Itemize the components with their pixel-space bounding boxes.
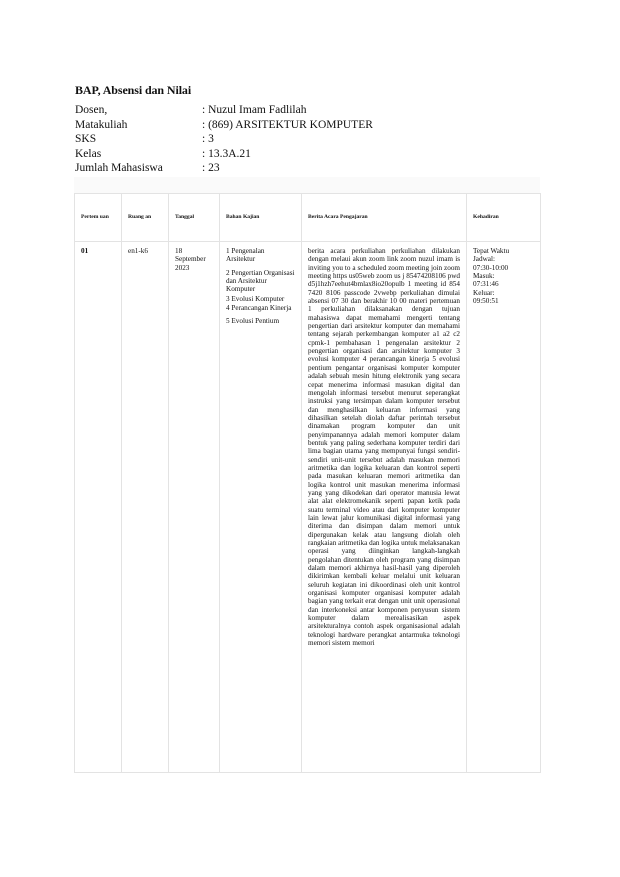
- info-value: : 3: [202, 133, 214, 146]
- kehadiran-status: Tepat Waktu: [473, 247, 510, 255]
- header-tanggal: Tanggal: [169, 194, 220, 242]
- cell-ruangan: en1-k6: [122, 242, 169, 773]
- cell-bahan-kajian: [220, 242, 302, 773]
- info-value: : 13.3A.21: [202, 147, 251, 160]
- kehadiran-masuk-value: 07:31:46: [473, 280, 499, 289]
- header-bahan-kajian: Bahan Kajian: [220, 194, 302, 242]
- topic-item: 4 Perancangan Kinerja: [226, 304, 292, 313]
- topic-item: 2 Pengertian Organisasi dan Arsitektur Komputer: [226, 268, 295, 294]
- info-row-sks: [75, 132, 373, 147]
- header-berita-acara: Berita Acara Pengajaran: [302, 194, 467, 242]
- course-info: [75, 103, 373, 176]
- page-title: BAP, Absensi dan Nilai: [75, 83, 192, 97]
- table-row: [75, 242, 541, 773]
- table-top-shade: [74, 177, 540, 193]
- info-row-matakuliah: [75, 118, 373, 133]
- cell-tanggal: 18 September 2023: [169, 242, 220, 773]
- table-header-row: [75, 194, 541, 242]
- info-value: : 23: [202, 162, 220, 175]
- info-row-kelas: [75, 147, 373, 162]
- info-label: SKS: [75, 133, 97, 146]
- header-ruangan: Ruang an: [122, 194, 169, 242]
- header-kehadiran: Kehadiran: [467, 194, 541, 242]
- info-value: : Nuzul Imam Fadlilah: [202, 104, 307, 116]
- bap-table: [74, 193, 541, 773]
- info-label: Jumlah Mahasiswa: [75, 162, 163, 175]
- cell-pertemuan: 01: [75, 242, 122, 773]
- kehadiran-keluar-value: 09:50:51: [473, 297, 499, 306]
- info-label: Dosen,: [75, 104, 108, 116]
- kehadiran-jadwal-label: Jadwal:: [473, 255, 495, 264]
- info-row-dosen: [75, 103, 373, 118]
- kehadiran-keluar-label: Keluar:: [473, 288, 495, 297]
- info-value: : (869) ARSITEKTUR KOMPUTER: [202, 118, 373, 131]
- topic-item: 5 Evolusi Pentium: [226, 317, 280, 326]
- info-label: Kelas: [75, 147, 102, 160]
- header-pertemuan: Pertem uan: [75, 194, 122, 242]
- cell-berita-acara: [302, 242, 467, 773]
- cell-kehadiran: [467, 242, 541, 773]
- info-row-jumlah: [75, 161, 373, 176]
- berita-text: berita acara perkuliahan perkuliahan dilakukan dengan melaui akun zoom link zoom nuzul imam is inviting you to a scheduled zoom meeting join zoom meeting https us05web zoom us j 85474208106 pwd d5j1hzh7eehut4bmlax8io20opulb 1 meeting id 854 7420 8106 passcode 2vwebp perkuliahan dimulai absensi 07 30 dan berakhir 10 00 materi pertemuan 1 perkuliahan dilaksanakan dengan tujuan mahasiswa dapat memahami mengerti tentang pengertian dari arsitektur komputer dan memahami tentang sejarah perkembangan komputer a1 a2 c2 cpmk-1 pembahasan 1 pengenalan arsitektur 2 pengertian organisasi dan arsitektur komputer 3 evolusi komputer 4 perancangan kinerja 5 evolusi pentium pengantar organisasi komputer komputer adalah sebuah mesin hitung elektronik yang secara cepat menerima informasi masukan digital dan mengolah informasi tersebut menurut seperangkat instruksi yang tersimpan dalam komputer tersebut dan menghasilkan keluaran informasi yang dihasilkan setelah diolah daftar perintah tersebut dinamakan program komputer dan unit penyimpanannya adalah memori komputer dalam bentuk yang paling sederhana komputer terdiri dari lima bagian utama yang mempunyai fungsi sendiri-sendiri unit-unit tersebut adalah masukan memori aritmetika dan logika keluaran dan kontrol seperti pada masukan keluaran memori aritmetika dan logika kontrol unit masukan menerima informasi yang yang dikodekan dari operator manusia lewat alat alat elektromekanik seperti papan ketik pada suatu terminal video atau dari komputer komputer lain lewat jalur komunikasi digital informasi yang diterima dan disimpan dalam memori untuk dipergunakan kelak atau langsung diolah oleh rangkaian aritmetika dan logika untuk melaksanakan operasi yang diinginkan langkah-langkah pengolahan ditentukan oleh program yang disimpan dalam memori akhirnya hasil-hasil yang diperoleh dikirimkan kembali keluar melalui unit keluaran seluruh kegiatan ini dikoordinasi oleh unit kontrol organisasi komputer organisasi komputer adalah bagian yang terkait erat dengan unit unit operasional dan interkoneksi antar komponen penyusun sistem komputer dalam merealisasikan aspek arsitekturalnya contoh aspek organisasional adalah teknologi hardware perangkat antarmuka teknologi memori sistem memori: [308, 247, 460, 648]
- topic-item: 3 Evolusi Komputer: [226, 294, 285, 303]
- info-label: Matakuliah: [75, 118, 128, 131]
- kehadiran-masuk-label: Masuk:: [473, 272, 495, 281]
- topic-item: 1 Pengenalan Arsitektur: [226, 247, 265, 264]
- kehadiran-jadwal-value: 07:30-10:00: [473, 263, 509, 272]
